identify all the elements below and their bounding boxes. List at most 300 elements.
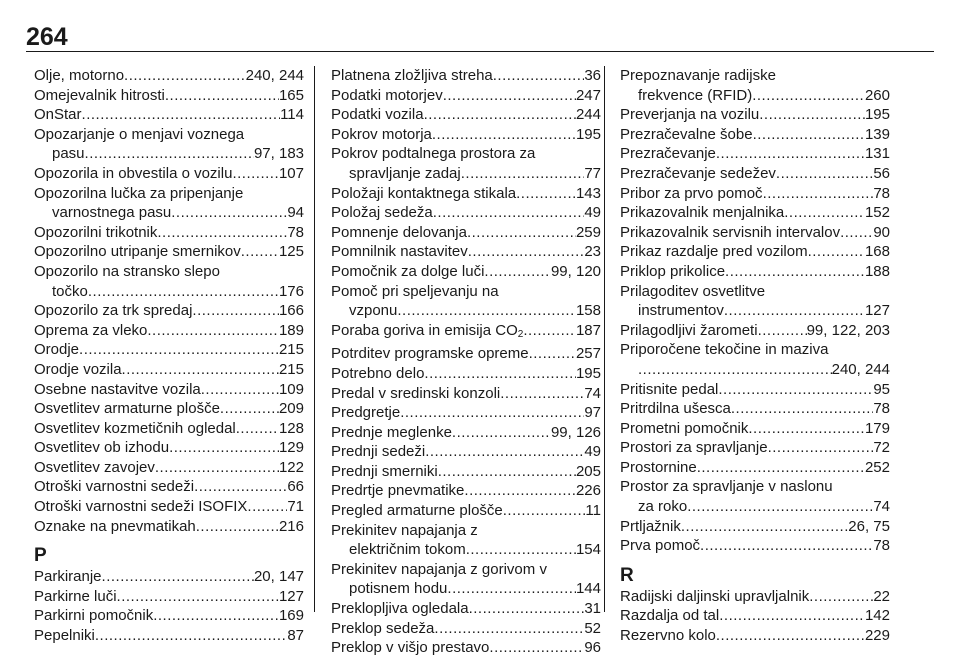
index-entry-pages: 87 (287, 627, 304, 645)
leader-dots (697, 458, 865, 478)
index-entry-term: Prezračevanje sedežev (620, 164, 776, 182)
index-entry (34, 66, 304, 86)
index-entry-pages: 78 (287, 223, 304, 241)
index-entry-term: Osvetlitev kozmetičnih ogledal (34, 419, 236, 437)
index-entry-pages: 127 (864, 302, 890, 320)
index-entry-pages: 77 (584, 164, 601, 182)
index-entry (331, 442, 601, 462)
index-entry (331, 262, 601, 282)
index-entry-term: Potrditev programske opreme (331, 345, 529, 363)
index-entry-pages: 31 (584, 600, 601, 618)
index-entry (331, 579, 601, 599)
index-entry-term: Podatki motorjev (331, 86, 443, 104)
index-entry-pages: 26, 75 (848, 517, 890, 535)
index-entry-term: Opozorila in obvestila o vozilu (34, 164, 233, 182)
index-entry (34, 144, 304, 164)
index-entry-pages: 195 (575, 125, 601, 143)
index-entry (34, 399, 304, 419)
index-entry-pages: 247 (575, 86, 601, 104)
index-entry-term: Prikazovalnik menjalnika (620, 204, 785, 222)
leader-dots (469, 599, 585, 619)
leader-dots (241, 242, 279, 262)
leader-dots (716, 626, 865, 646)
index-entry-term: instrumentov (638, 302, 724, 320)
index-entry (620, 164, 890, 184)
leader-dots (433, 203, 585, 223)
index-entry-term: Podatki vozila (331, 106, 424, 124)
index-entry (620, 223, 890, 243)
leader-dots (171, 203, 287, 223)
index-entry-term: Prikazovalnik servisnih intervalov (620, 223, 841, 241)
index-entry-term: Potrebno delo (331, 364, 425, 382)
index-entry-pages: 158 (575, 302, 601, 320)
leader-dots (784, 203, 865, 223)
index-entry-term: Preklop sedeža (331, 619, 435, 637)
leader-dots (438, 462, 576, 482)
subscript: 2 (517, 328, 524, 340)
index-entry-term: Preklopljiva ogledala (331, 600, 469, 618)
leader-dots (124, 66, 246, 86)
index-entry (620, 105, 890, 125)
index-entry (331, 184, 601, 204)
leader-dots (687, 497, 873, 517)
leader-dots (758, 321, 807, 341)
index-entry-term: Prtljažnik (620, 517, 681, 535)
index-entry-heading: Pomoč pri speljevanju na (331, 282, 499, 300)
index-entry-pages: 109 (278, 380, 304, 398)
index-entry-term: Otroški varnostni sedeži ISOFIX (34, 498, 248, 516)
index-entry-term: Oprema za vleko (34, 321, 148, 339)
leader-dots (493, 66, 585, 86)
index-entry-pages: 99, 126 (550, 423, 601, 441)
index-entry (331, 481, 601, 501)
index-entry-heading: Prepoznavanje radijske (620, 67, 776, 84)
index-entry (34, 301, 304, 321)
index-entry (620, 125, 890, 145)
index-entry (620, 242, 890, 262)
index-entry-term: Predal v sredinski konzoli (331, 384, 501, 402)
index-entry-pages: 244 (575, 106, 601, 124)
index-entry-term: Osvetlitev zavojev (34, 458, 155, 476)
index-entry-pages: 96 (584, 639, 601, 657)
index-entry-term: Oznake na pnevmatikah (34, 517, 196, 535)
leader-dots (153, 606, 279, 626)
leader-dots (432, 125, 576, 145)
index-entry (620, 419, 890, 439)
index-entry-pages: 195 (575, 364, 601, 382)
index-entry-pages: 195 (864, 106, 890, 124)
index-entry (331, 364, 601, 384)
index-entry-pages: 90 (873, 223, 890, 241)
index-column-1 (34, 66, 304, 646)
index-entry-term: Pritisnite pedal (620, 380, 719, 398)
index-entry-pages: 74 (873, 498, 890, 516)
index-entry-term: vzponu (349, 302, 398, 320)
index-entry (331, 599, 601, 619)
column-divider (604, 66, 605, 612)
index-entry-term: Parkiranje (34, 568, 102, 586)
index-entry-heading: Prostor za spravljanje v naslonu (620, 478, 833, 496)
index-entry (331, 403, 601, 423)
leader-dots (748, 419, 865, 439)
index-entry-term: Prometni pomočnik (620, 419, 749, 437)
index-entry-term: Radijski daljinski upravljalnik (620, 587, 810, 605)
leader-dots (724, 301, 865, 321)
index-entry-pages: 127 (278, 587, 304, 605)
index-entry-term: Prostornine (620, 458, 697, 476)
leader-dots (122, 360, 279, 380)
leader-dots (776, 164, 873, 184)
index-entry-pages: 128 (278, 419, 304, 437)
index-entry (331, 203, 601, 223)
index-entry (620, 536, 890, 556)
index-entry-pages: 176 (278, 282, 304, 300)
leader-dots (523, 321, 576, 345)
index-entry-term: Opozorilo za trk spredaj (34, 302, 193, 320)
leader-dots (220, 399, 279, 419)
index-entry-term: Preklop v višjo prestavo (331, 639, 490, 657)
index-entry-pages: 188 (864, 262, 890, 280)
leader-dots (400, 403, 584, 423)
leader-dots (443, 86, 576, 106)
leader-dots (147, 321, 279, 341)
index-entry-term: Orodje vozila (34, 360, 122, 378)
index-entry (34, 477, 304, 497)
index-entry-pages: 114 (280, 106, 304, 124)
leader-dots (467, 223, 576, 243)
index-entry (331, 540, 601, 560)
leader-dots (809, 587, 873, 607)
index-entry-term: frekvence (RFID) (638, 86, 753, 104)
index-entry-pages: 97, 183 (253, 145, 304, 163)
index-entry-pages: 260 (864, 86, 890, 104)
index-entry-term: Pomnenje delovanja (331, 223, 467, 241)
index-entry-pages: 129 (278, 439, 304, 457)
index-entry (34, 567, 304, 587)
leader-dots (102, 567, 254, 587)
index-entry-term: Pregled armaturne plošče (331, 502, 503, 520)
index-entry (331, 462, 601, 482)
index-entry-term: Predgretje (331, 404, 401, 422)
leader-dots (424, 105, 576, 125)
index-entry-pages: 99, 122, 203 (806, 321, 890, 339)
index-entry-term: Omejevalnik hitrosti (34, 86, 165, 104)
leader-dots (638, 360, 832, 380)
index-entry (620, 262, 890, 282)
index-entry-term: Pomnilnik nastavitev (331, 243, 468, 261)
leader-dots (763, 184, 874, 204)
leader-dots (247, 497, 287, 517)
leader-dots (725, 262, 865, 282)
index-entry (331, 423, 601, 443)
leader-dots (424, 364, 576, 384)
index-entry-term: varnostnega pasu (52, 204, 172, 222)
leader-dots (752, 86, 865, 106)
index-entry (331, 501, 601, 521)
index-entry-term: Pribor za prvo pomoč (620, 184, 763, 202)
index-entry-pages: 187 (575, 321, 601, 339)
index-entry (620, 360, 890, 380)
index-entry-term: OnStar (34, 106, 82, 124)
index-entry-pages: 226 (575, 482, 601, 500)
index-entry (34, 458, 304, 478)
index-entry (34, 380, 304, 400)
index-entry (620, 438, 890, 458)
index-entry-term: Pokrov motorja (331, 125, 432, 143)
leader-dots (464, 481, 576, 501)
index-entry-pages: 49 (584, 443, 601, 461)
leader-dots (768, 438, 874, 458)
index-entry (331, 164, 601, 184)
index-entry-heading: Opozarjanje o menjavi voznega (34, 125, 245, 143)
index-entry-pages: 216 (278, 517, 304, 535)
index-entry-heading: Opozorilo na stransko slepo (34, 262, 220, 280)
index-entry-heading: Prilagoditev osvetlitve (620, 282, 766, 300)
index-entry-pages: 240, 244 (245, 67, 304, 84)
leader-dots (155, 458, 279, 478)
leader-dots (95, 626, 287, 646)
index-entry-pages: 36 (584, 67, 601, 84)
index-column-2 (331, 66, 601, 658)
index-entry-pages: 205 (575, 462, 601, 480)
index-entry-term: Platnena zložljiva streha (331, 67, 493, 84)
index-entry-pages: 131 (864, 145, 890, 163)
index-entry-term: Prva pomoč (620, 537, 701, 555)
index-entry-pages: 166 (278, 302, 304, 320)
index-entry-pages: 215 (278, 360, 304, 378)
index-entry-pages: 165 (278, 86, 304, 104)
index-entry (34, 242, 304, 262)
leader-dots (169, 438, 279, 458)
index-entry-term: Otroški varnostni sedeži (34, 478, 195, 496)
index-entry-term: Orodje (34, 341, 80, 359)
leader-dots (500, 384, 584, 404)
index-entry-pages: 49 (584, 204, 601, 222)
index-entry-pages: 209 (278, 400, 304, 418)
index-letter-heading: R (620, 564, 634, 586)
leader-dots (165, 86, 279, 106)
leader-dots (194, 477, 287, 497)
index-entry-pages: 240, 244 (831, 360, 890, 378)
index-entry-pages: 66 (287, 478, 304, 496)
index-entry-term: Osebne nastavitve vozila (34, 380, 201, 398)
index-entry-term: Pepelniki (34, 627, 95, 645)
index-entry-pages: 11 (585, 502, 601, 520)
index-entry-term: Položaj sedeža (331, 204, 433, 222)
leader-dots (434, 619, 584, 639)
index-entry-pages: 152 (864, 204, 890, 222)
index-entry-term: Osvetlitev armaturne plošče (34, 400, 220, 418)
leader-dots (700, 536, 873, 556)
index-entry-pages: 143 (575, 184, 601, 202)
index-column-3 (620, 66, 890, 646)
leader-dots (466, 540, 576, 560)
index-entry-pages: 56 (873, 164, 890, 182)
index-entry-pages: 20, 147 (253, 568, 304, 586)
leader-dots (461, 164, 585, 184)
index-entry-term: Prednji sedeži (331, 443, 426, 461)
index-entry-heading: Opozorilna lučka za pripenjanje (34, 184, 244, 202)
index-entry-term: Položaji kontaktnega stikala (331, 184, 517, 202)
index-entry-pages: 125 (278, 243, 304, 261)
index-entry-term: Prikaz razdalje pred vozilom (620, 243, 808, 261)
index-entry-term: Parkirne luči (34, 587, 117, 605)
index-entry (620, 399, 890, 419)
leader-dots (681, 517, 848, 537)
leader-dots (117, 587, 279, 607)
index-entry-term: Opozorilno utripanje smernikov (34, 243, 241, 261)
index-entry (34, 438, 304, 458)
column-divider (314, 66, 315, 612)
index-letter-heading: P (34, 545, 47, 567)
index-entry-pages: 78 (873, 400, 890, 418)
leader-dots (157, 223, 287, 243)
index-entry-pages: 169 (278, 607, 304, 625)
leader-dots (85, 144, 254, 164)
index-entry-pages: 97 (584, 404, 601, 422)
index-entry (620, 184, 890, 204)
leader-dots (840, 223, 873, 243)
index-entry-pages: 168 (864, 243, 890, 261)
index-entry (620, 380, 890, 400)
index-entry-pages: 95 (873, 380, 890, 398)
index-entry-pages: 74 (584, 384, 601, 402)
index-entry-term: Razdalja od tal (620, 607, 720, 625)
leader-dots (201, 380, 279, 400)
index-entry (331, 638, 601, 658)
index-entry (331, 344, 601, 364)
leader-dots (529, 344, 576, 364)
index-entry-heading: Pokrov podtalnega prostora za (331, 145, 536, 163)
index-entry-term: potisnem hodu (349, 580, 448, 598)
index-entry (331, 223, 601, 243)
index-entry-pages: 71 (287, 498, 304, 516)
index-entry-heading: Prekinitev napajanja z gorivom v (331, 560, 547, 578)
index-entry (620, 203, 890, 223)
index-entry (34, 86, 304, 106)
leader-dots (88, 282, 279, 302)
index-entry (331, 619, 601, 639)
index-entry-pages: 99, 120 (550, 262, 601, 280)
index-entry (331, 66, 601, 86)
index-entry-term: Opozorilni trikotnik (34, 223, 158, 241)
index-entry-term: točko (52, 282, 88, 300)
index-entry (34, 282, 304, 302)
index-entry (620, 606, 890, 626)
index-entry-pages: 139 (864, 125, 890, 143)
index-entry-pages: 259 (575, 223, 601, 241)
leader-dots (236, 419, 279, 439)
index-entry (620, 301, 890, 321)
index-entry-term: spravljanje zadaj (349, 164, 461, 182)
leader-dots (397, 301, 576, 321)
index-entry-pages: 189 (278, 321, 304, 339)
index-entry (620, 626, 890, 646)
page-number: 264 (26, 23, 68, 51)
index-entry (34, 164, 304, 184)
index-entry-pages: 78 (873, 184, 890, 202)
index-entry (331, 105, 601, 125)
index-entry-pages: 122 (278, 458, 304, 476)
leader-dots (484, 262, 551, 282)
index-entry (331, 384, 601, 404)
index-entry (34, 587, 304, 607)
index-entry (331, 86, 601, 106)
index-entry-pages: 144 (575, 580, 601, 598)
index-entry-heading: Priporočene tekočine in maziva (620, 341, 829, 359)
index-entry-term: Poraba goriva in emisija $CO_2$ (331, 321, 524, 340)
index-entry (331, 242, 601, 262)
index-entry-term: Prostori za spravljanje (620, 439, 768, 457)
index-entry (620, 321, 890, 341)
index-entry-pages: 52 (584, 619, 601, 637)
index-entry (331, 125, 601, 145)
index-entry-term: Parkirni pomočnik (34, 607, 154, 625)
index-entry-pages: 72 (873, 439, 890, 457)
index-entry-term: Prezračevalne šobe (620, 125, 753, 143)
index-entry (34, 223, 304, 243)
index-entry-term: Prednji smerniki (331, 462, 438, 480)
index-entry (620, 86, 890, 106)
index-entry-term: Pomočnik za dolge luči (331, 262, 485, 280)
index-entry (34, 105, 304, 125)
index-entry-term: Rezervno kolo (620, 627, 716, 645)
index-entry-term: Preverjanja na vozilu (620, 106, 760, 124)
index-entry-heading: Prekinitev napajanja z (331, 521, 478, 539)
index-entry-term: Predrtje pnevmatike (331, 482, 465, 500)
index-entry-pages: 215 (278, 341, 304, 359)
index-entry-term: Prezračevanje (620, 145, 716, 163)
leader-dots (516, 184, 576, 204)
index-entry (34, 340, 304, 360)
index-entry-term: električnim tokom (349, 541, 466, 559)
index-entry (620, 144, 890, 164)
index-entry-pages: 154 (575, 541, 601, 559)
index-entry-term: Prilagodljivi žarometi (620, 321, 758, 339)
index-entry (331, 301, 601, 321)
index-entry-term: Pritrdilna ušesca (620, 400, 731, 418)
leader-dots (447, 579, 576, 599)
index-entry (34, 419, 304, 439)
index-entry-pages: 229 (864, 627, 890, 645)
leader-dots (425, 442, 584, 462)
index-entry-term: Priklop prikolice (620, 262, 726, 280)
leader-dots (503, 501, 586, 521)
index-entry (620, 517, 890, 537)
index-entry (34, 606, 304, 626)
leader-dots (192, 301, 279, 321)
leader-dots (759, 105, 865, 125)
leader-dots (468, 242, 585, 262)
index-entry (34, 203, 304, 223)
index-entry-term: za roko (638, 498, 688, 516)
index-entry-pages: 22 (873, 587, 890, 605)
index-entry (620, 587, 890, 607)
index-entry-pages: 257 (575, 345, 601, 363)
leader-dots (716, 144, 865, 164)
leader-dots (489, 638, 584, 658)
index-entry-pages: 142 (864, 607, 890, 625)
leader-dots (719, 606, 865, 626)
index-entry (34, 360, 304, 380)
leader-dots (718, 380, 873, 400)
leader-dots (753, 125, 865, 145)
leader-dots (232, 164, 279, 184)
leader-dots (452, 423, 551, 443)
leader-dots (196, 517, 279, 537)
leader-dots (808, 242, 865, 262)
leader-dots (82, 105, 281, 125)
